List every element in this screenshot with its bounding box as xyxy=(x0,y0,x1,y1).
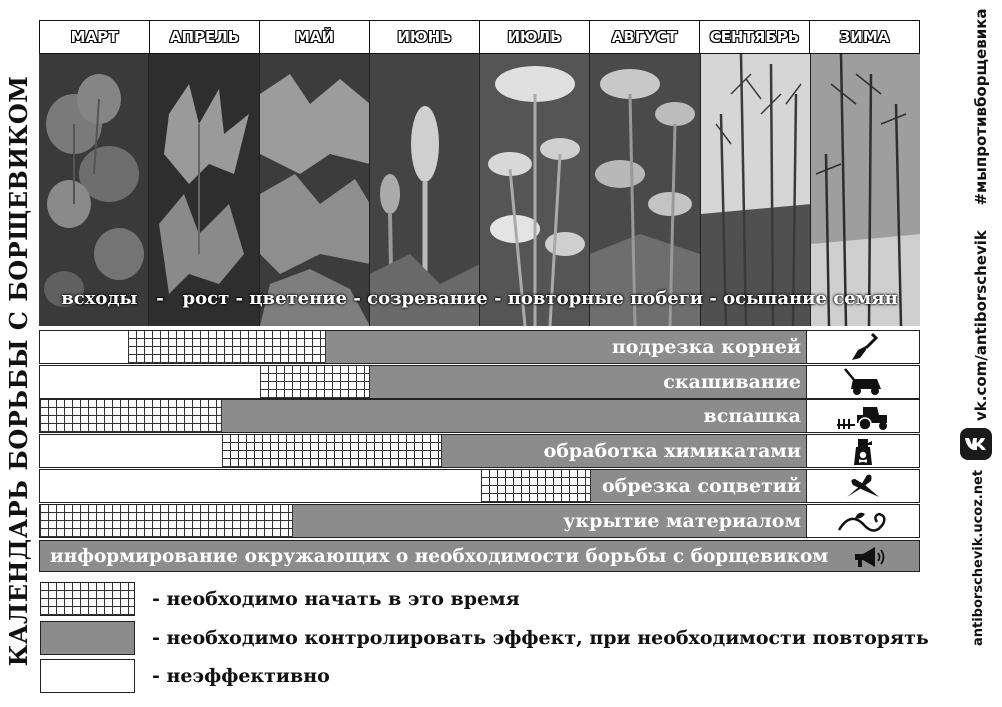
method-label: подрезка корней xyxy=(611,336,801,358)
tractor-icon xyxy=(806,400,919,432)
site-url-text[interactable]: antiborschevik.ucoz.net xyxy=(971,469,986,647)
method-row xyxy=(39,399,920,433)
month-label: МАЙ xyxy=(260,21,370,53)
method-label: обработка химикатами xyxy=(543,440,801,463)
hashtag-text: #мыпротивборщевика xyxy=(972,8,990,206)
method-label: вспашка xyxy=(703,405,801,428)
month-label: ЗИМА xyxy=(839,28,890,46)
start-period-bar xyxy=(128,331,326,363)
start-period-bar xyxy=(481,470,591,502)
month-label: АВГУСТ xyxy=(590,21,700,53)
method-row xyxy=(39,469,920,503)
legend-text-control: - необходимо контролировать эффект, при необходимости повторять xyxy=(152,627,929,649)
month-label: СЕНТЯБРЬ xyxy=(700,21,810,53)
growth-phases-caption: всходы - рост - цветение - созревание - повторные побеги - осыпание семян xyxy=(61,288,898,309)
photo-may xyxy=(260,54,370,326)
vk-url-text[interactable]: vk.com/antiborschevik xyxy=(972,230,990,421)
photo-march xyxy=(39,54,149,326)
method-label: обрезка соцветий xyxy=(601,474,801,497)
method-label: скашивание xyxy=(663,370,801,393)
method-row xyxy=(39,434,920,468)
shovel-icon xyxy=(806,331,919,363)
legend-text-start: - необходимо начать в это время xyxy=(152,588,520,610)
month-header-row xyxy=(39,20,920,54)
legend-swatch-gray xyxy=(40,621,135,655)
plant-cover-icon xyxy=(806,505,919,537)
photo-winter xyxy=(811,54,920,326)
spray-bottle-icon xyxy=(806,435,919,467)
month-label: ИЮЛЬ xyxy=(480,21,590,53)
lawnmower-icon xyxy=(806,366,919,398)
start-period-bar xyxy=(40,400,222,432)
month-label: МАРТ xyxy=(40,21,150,53)
method-label: укрытие материалом xyxy=(563,509,801,532)
inform-label: информирование окружающих о необходимости борьбы с борщевиком xyxy=(50,545,829,567)
photo-april xyxy=(149,54,259,326)
method-row xyxy=(39,365,920,399)
start-period-bar xyxy=(222,435,442,467)
legend-swatch-grid xyxy=(40,582,135,616)
month-label: АПРЕЛЬ xyxy=(150,21,260,53)
photo-july xyxy=(480,54,590,326)
photo-september xyxy=(701,54,811,326)
month-label: ИЮНЬ xyxy=(370,21,480,53)
legend-swatch-white xyxy=(40,659,135,693)
legend-text-ineffective: - неэффективно xyxy=(152,665,330,687)
megaphone-icon xyxy=(849,545,889,569)
photo-august xyxy=(590,54,700,326)
method-row xyxy=(39,504,920,538)
growth-stage-photos xyxy=(39,54,920,326)
inform-row xyxy=(39,540,920,572)
start-period-bar xyxy=(260,366,370,398)
start-period-bar xyxy=(40,505,293,537)
photo-june xyxy=(370,54,480,326)
pruning-shears-icon xyxy=(806,470,919,502)
method-row xyxy=(39,330,920,364)
calendar-title: КАЛЕНДАРЬ БОРЬБЫ С БОРЩЕВИКОМ xyxy=(4,75,33,667)
